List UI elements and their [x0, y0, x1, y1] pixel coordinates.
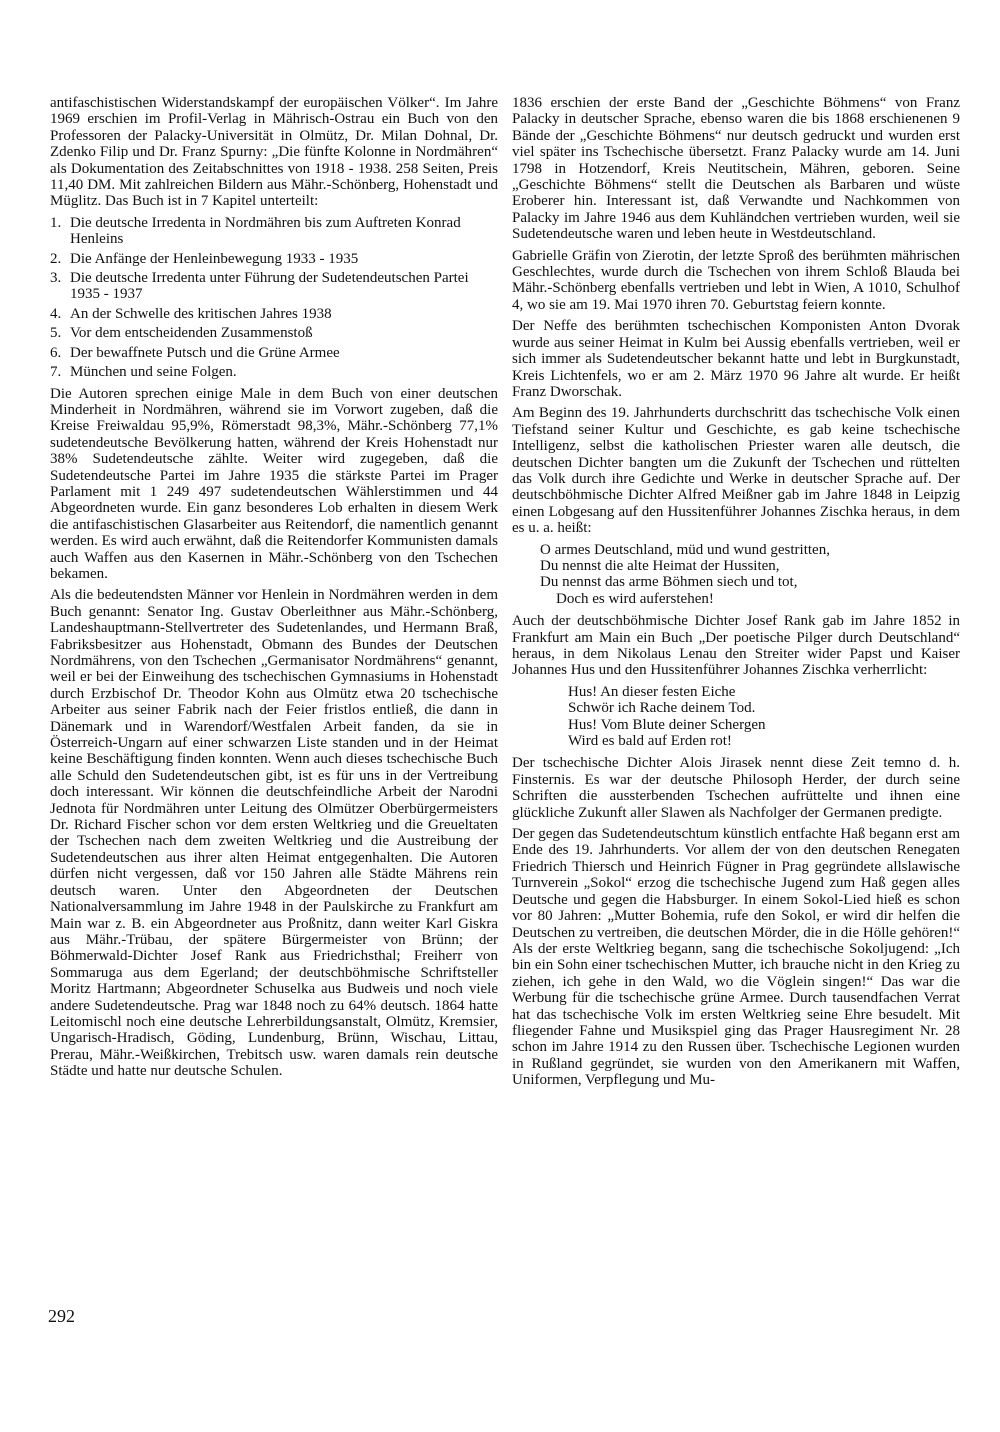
chapter-number: 6. [50, 344, 62, 361]
chapter-number: 1. [50, 214, 62, 231]
paragraph-zierotin: Gabrielle Gräfin von Zierotin, der letzte Sproß des berühmten mährischen Geschlechtes, wurde durch die Tschechen von ihrem Schloß Blauda bei Mähr.-Schönberg ebenfalls vertrieben und lebt in Wien, A 1010, Schulhof 4, wo sie am 19. Mai 1970 ihren 70. Geburtstag feiern konnte. [512, 247, 960, 313]
right-column [512, 95, 960, 1094]
paragraph-intro: antifaschistischen Widerstandskampf der europäischen Völker“. Im Jahre 1969 erschien im Profil-Verlag in Mährisch-Ostrau ein Buch von den Professoren der Palacky-Universität in Olmütz, Dr. Milan Dohnal, Dr. Zdenko Filip und Dr. Franz Spurny: „Die fünfte Kolonne in Nordmähren“ als Dokumentation des Zeitabschnittes von 1918 - 1938. 258 Seiten, Preis 11,40 DM. Mit zahlreichen Bildern aus Mähr.-Schönberg, Hohenstadt und Müglitz. Das Buch ist in 7 Kapitel unterteilt: [50, 95, 498, 210]
chapter-title: München und seine Folgen. [70, 364, 237, 381]
chapter-number: 4. [50, 305, 62, 322]
chapter-title: Die deutsche Irredenta in Nordmähren bis zum Auftreten Konrad Henleins [70, 214, 461, 248]
paragraph-19th-century: Am Beginn des 19. Jahrhunderts durchschritt das tschechische Volk einen Tiefstand seiner Kultur und Geschichte, es gab keine tschechische Intelligenz, selbst die katholischen Priester waren alle deutsch, die deutschen Dichter bangten um die Zukunft der Tschechen und rüttelten das Volk durch ihre Gedichte und Werke in deutscher Sprache auf. Der deutschböhmische Dichter Alfred Meißner gab im Jahre 1848 in Leipzig einen Lobgesang auf den Hussitenführer Johannes Zischka heraus, in dem es u. a. heißt: [512, 405, 960, 537]
chapter-title: Der bewaffnete Putsch und die Grüne Armee [70, 344, 340, 361]
poem-line: Hus! An dieser festen Eiche [568, 683, 736, 700]
list-item [50, 270, 498, 303]
page-number: 292 [48, 1306, 75, 1326]
list-item [50, 251, 498, 267]
paragraph-dvorak: Der Neffe des berühmten tschechischen Komponisten Anton Dvorak wurde aus seiner Heimat in Kulm bei Aussig ebenfalls vertrieben, weil er sich immer als Sudetendeutscher bekannt hatte und lebt in Burgkunstadt, Kreis Lichtenfels, wo er am 2. März 1970 96 Jahre alt wurde. Er heißt Franz Dworschak. [512, 318, 960, 400]
chapter-title: Die Anfänge der Henleinbewegung 1933 - 1935 [70, 250, 359, 267]
chapter-title: An der Schwelle des kritischen Jahres 1938 [70, 305, 332, 322]
poem-lenau [512, 684, 960, 750]
paragraph-rank: Auch der deutschböhmische Dichter Josef Rank gab im Jahre 1852 in Frankfurt am Main ein Buch „Der poetische Pilger durch Deutschland“ heraus, in dem Nikolaus Lenau den Streiter wider Papst und Kaiser Johannes Hus und den Hussitenführer Johannes Zischka verherrlicht: [512, 613, 960, 679]
poem-line: Hus! Vom Blute deiner Schergen [568, 716, 766, 733]
poem-line: Du nennst die alte Heimat der Hussiten, [540, 557, 780, 574]
list-item [50, 325, 498, 341]
chapter-number: 3. [50, 270, 62, 287]
chapter-number: 7. [50, 364, 62, 381]
poem-line: Schwör ich Rache deinem Tod. [568, 700, 756, 717]
paragraph-jirasek: Der tschechische Dichter Alois Jirasek nennt diese Zeit temno d. h. Finsternis. Es war der deutsche Philosoph Herder, der durch seine Schriften die aussterbenden Tschechen aufrüttelte und ihnen eine glückliche Zukunft aller Slawen als Nachfolger der Germanen predigte. [512, 755, 960, 821]
left-column [50, 95, 498, 1085]
chapter-number: 5. [50, 325, 62, 342]
list-item [50, 306, 498, 322]
chapter-list [50, 215, 498, 381]
chapter-title: Die deutsche Irredenta unter Führung der Sudetendeutschen Partei 1935 - 1937 [70, 270, 469, 303]
paragraph-palacky: 1836 erschien der erste Band der „Geschichte Böhmens“ von Franz Palacky in deutscher Sprache, ebenso waren die bis 1868 erschienenen 9 Bände der „Geschichte Böhmens“ nur deutsch gedruckt und wurden erst viel später ins Tschechische übersetzt. Franz Palacky wurde am 14. Juni 1798 in Hotzendorf, Kreis Neutitschein, Mähren, geboren. Seine „Geschichte Böhmens“ stellt die Deutschen als Barbaren und wüste Eroberer hin. Interessant ist, daß Verwandte und Nachkommen von Palacky im Jahre 1946 aus dem Kuhländchen vertrieben wurden, weil sie Sudetendeutsche waren und leben heute in Westdeutschland. [512, 95, 960, 243]
paragraph-notable-men: Als die bedeutendsten Männer vor Henlein in Nordmähren werden in dem Buch genannt: Senator Ing. Gustav Oberleithner aus Mähr.-Schönberg, Landeshauptmann-Stellvertreter des Sudetenlandes, und Hermann Braß, Fabriksbesitzer aus Hohenstadt, Obmann des Bundes der Deutschen Nordmährens, von den Tschechen „Germanisator Nordmährens“ genannt, weil er bei der Einweihung des tschechischen Gymnasiums in Hohenstadt durch Erzbischof Dr. Theodor Kohn aus Olmütz etwa 20 tschechische Arbeiter aus seiner Fabrik nach der Feier fristlos entließ, die dann in Dänemark und in Warendorf/Westfalen Arbeit fanden, da sie in Österreich-Ungarn auf einer schwarzen Liste standen und in der Heimat keine Beschäftigung finden konnten. Wenn auch dieses tschechische Buch alle Schuld den Sudetendeutschen gibt, ist es für uns in der Vertreibung doch interessant. Wir können die deutschfeindliche Arbeit der Narodni Jednota für Nordmähren unter Leitung des Olmützer Oberbürgermeisters Dr. Richard Fischer schon vor dem ersten Weltkrieg und die Greueltaten der Tschechen nach dem zweiten Weltkrieg und die Austreibung der Sudetendeutschen aus ihrer alten Heimat entgegenhalten. Die Autoren dürfen nicht vergessen, daß vor 150 Jahren alle Städte Mährens rein deutsch waren. Unter den Abgeordneten der Deutschen Nationalversammlung im Jahre 1948 in der Paulskirche zu Frankfurt am Main war z. B. ein Abgeordneter aus Proßnitz, dann weiter Karl Giskra aus Mähr.-Trübau, der spätere Bürgermeister von Brünn; der Böhmerwald-Dichter Josef Rank aus Friedrichsthal; Freiherr von Sommaruga aus dem Egerland; der deutschböhmische Schriftsteller Moritz Hartmann; Abgeordneter Schuselka aus Budweis und noch viele andere Sudetendeutsche. Prag war 1848 noch zu 64% deutsch. 1864 hatte Leitomischl noch eine deutsche Lehrerbildungsanstalt, Olmütz, Kremsier, Ungarisch-Hradisch, Göding, Lundenburg, Brünn, Wischau, Littau, Prerau, Mähr.-Weißkirchen, Trebitsch usw. waren damals rein deutsche Städte und hatte nur deutsche Schulen. [50, 587, 498, 1080]
poem-line: Du nennst das arme Böhmen siech und tot, [540, 574, 798, 591]
list-item [50, 345, 498, 361]
paragraph-authors: Die Autoren sprechen einige Male in dem Buch von einer deutschen Minderheit in Nordmähren, während sie im Vorwort zugeben, daß die Kreise Freiwaldau 95,9%, Römerstadt 98,3%, Mähr.-Schönberg 77,1% sudetendeutsche Bevölkerung hatten, während der Kreis Hohenstadt nur 38% Sudetendeutsche zählte. Weiter wird zugegeben, daß die Sudetendeutsche Partei im Jahre 1935 die stärkste Partei im Prager Parlament mit 1 249 497 sudetendeutschen Wählerstimmen und 44 Abgeordneten wurde. Ein ganz besonderes Lob erhalten in diesem Werk die antifaschistischen Glasarbeiter aus Reitendorf, die namentlich genannt werden. Es wird auch erwähnt, daß die Reitendorfer Kommunisten damals auch Waffen aus den Kasernen in Mähr.-Schönberg von den Tschechen bekamen. [50, 385, 498, 582]
list-item [50, 364, 498, 380]
poem-line: O armes Deutschland, müd und wund gestritten, [540, 541, 830, 558]
paragraph-sokol: Der gegen das Sudetendeutschtum künstlich entfachte Haß begann erst am Ende des 19. Jahrhunderts. Vor allem der von den deutschen Renegaten Friedrich Thiersch und Heinrich Fügner in Prag gegründete allslawische Turnverein „Sokol“ erzog die tschechische Jugend zum Haß gegen alles Deutsche und gegen die Habsburger. In einem Sokol-Lied hieß es schon vor 80 Jahren: „Mutter Bohemia, rufe den Sokol, er wird dir helfen die Deutschen zu vertreiben, die deutschen Mörder, die in die Hölle gehören!“ Als der erste Weltkrieg begann, sang die tschechische Sokoljugend: „Ich bin ein Sohn einer tschechischen Mutter, ich brauche nicht in den Krieg zu ziehen, ich gehe in den Wald, wo die Vöglein singen!“ Das war die Werbung für die tschechische grüne Armee. Durch tausendfachen Verrat hat das tschechische Volk im ersten Weltkrieg seine Ehre besudelt. Mit fliegender Fahne und Musikspiel ging das Prager Hausregiment Nr. 28 schon im Jahre 1914 zu den Russen über. Tschechische Legionen wurden in Rußland gegründet, sie wurden von den Amerikanern mit Waffen, Uniformen, Verpflegung und Mu- [512, 826, 961, 1089]
poem-line: Wird es bald auf Erden rot! [568, 733, 732, 750]
poem-meissner [512, 542, 960, 608]
chapter-title: Vor dem entscheidenden Zusammenstoß [70, 325, 313, 342]
chapter-number: 2. [50, 250, 62, 267]
list-item [50, 215, 498, 248]
poem-line: Doch es wird auferstehen! [556, 590, 714, 607]
